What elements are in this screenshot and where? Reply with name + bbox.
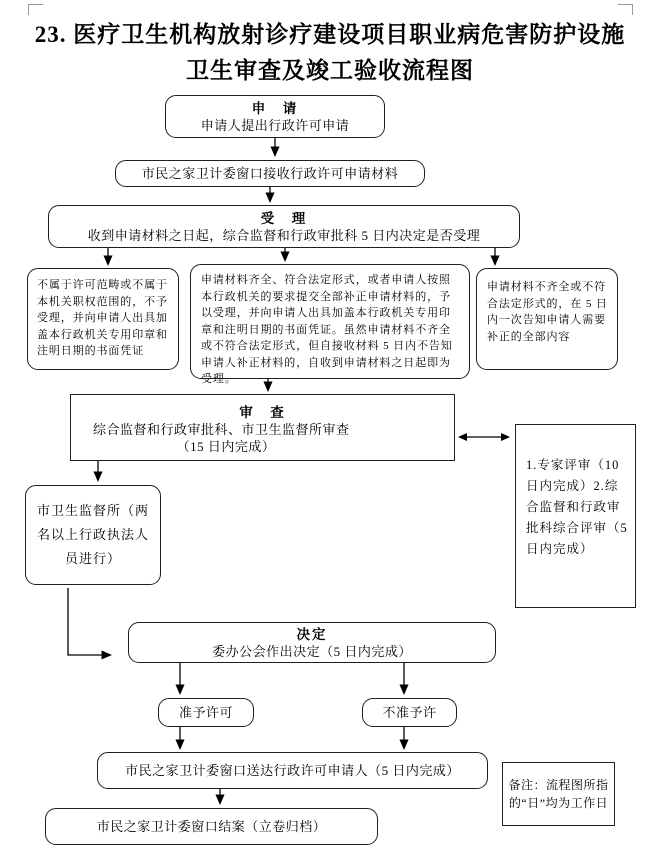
node-remark (502, 762, 615, 826)
node-decision-title: 决定 (296, 626, 328, 642)
node-window-receive-label: 市民之家卫计委窗口接收行政许可申请材料 (141, 166, 399, 181)
node-permit-denied (362, 698, 457, 727)
node-permit-granted-label: 准予许可 (178, 705, 233, 720)
node-evaluation-item-1: 1.专家评审（10 日内完成） (526, 458, 620, 493)
node-acceptance-body: 收到申请材料之日起，综合监督和行政审批科 5 日内决定是否受理 (87, 227, 481, 243)
node-close-case-label: 市民之家卫计委窗口结案（立卷归档） (96, 819, 327, 834)
node-deliver-result (97, 752, 488, 789)
node-acceptance (48, 205, 520, 248)
node-review-note: （15 日内完成） (176, 439, 276, 454)
node-decision-body: 委办公会作出决定（5 日内完成） (212, 643, 412, 659)
page-corner-mark-right (618, 4, 633, 15)
node-acceptance-title: 受 理 (260, 210, 308, 226)
node-health-supervisor (25, 485, 161, 585)
node-acceptance-rule (190, 264, 470, 385)
node-review (70, 394, 455, 461)
node-acceptance-rule-label: 申请材料齐全、符合法定形式，或者申请人按照本行政机关的要求提交全部补正申请材料的，予以受理，并向申请人出具加盖本行政机关专用印章和注明日期的书面凭证。虽然申请材料不齐全或不符合法定形式，但自接收材料 5 日内不告知申请人补正材料的，自收到申请材料之日起即为受理。 (201, 274, 453, 385)
page-title-line2: 卫生审查及竣工验收流程图 (186, 58, 474, 83)
node-application (165, 95, 385, 138)
node-remark-label: 备注：流程图所指的“日”均为工作日 (508, 778, 609, 810)
node-health-supervisor-label: 市卫生监督所（两名以上行政执法人员进行） (36, 503, 149, 566)
node-close-case (45, 808, 378, 845)
page-title-line1: 23. 医疗卫生机构放射诊疗建设项目职业病危害防护设施 (34, 22, 626, 47)
node-supplement-notice-label: 申请材料不齐全或不符合法定形式的，在 5 日内一次告知申请人需要补正的全部内容 (487, 281, 608, 343)
node-review-title: 审 查 (239, 405, 286, 420)
node-decision (128, 622, 496, 663)
node-application-title: 申 请 (251, 100, 299, 116)
node-application-body: 申请人提出行政许可申请 (200, 117, 350, 133)
page-corner-mark-left (28, 4, 43, 15)
node-window-receive (115, 160, 425, 187)
node-not-accepted (27, 268, 179, 370)
node-not-accepted-label: 不属于许可范畴或不属于本机关职权范围的，不予受理，并向申请人出具加盖本行政机关专用印章和注明日期的书面凭证 (37, 279, 168, 357)
node-deliver-result-label: 市民之家卫计委窗口送达行政许可申请人（5 日内完成） (125, 763, 460, 778)
node-review-body: 综合监督和行政审批科、市卫生监督所审查 (93, 422, 350, 437)
node-evaluation-item-2: 2.综合监督和行政审批科综合评审（5 日内完成） (526, 479, 628, 556)
node-permit-denied-label: 不准予许 (382, 705, 437, 720)
node-permit-granted (158, 698, 254, 727)
node-supplement-notice (476, 268, 618, 370)
node-evaluation (515, 424, 636, 608)
